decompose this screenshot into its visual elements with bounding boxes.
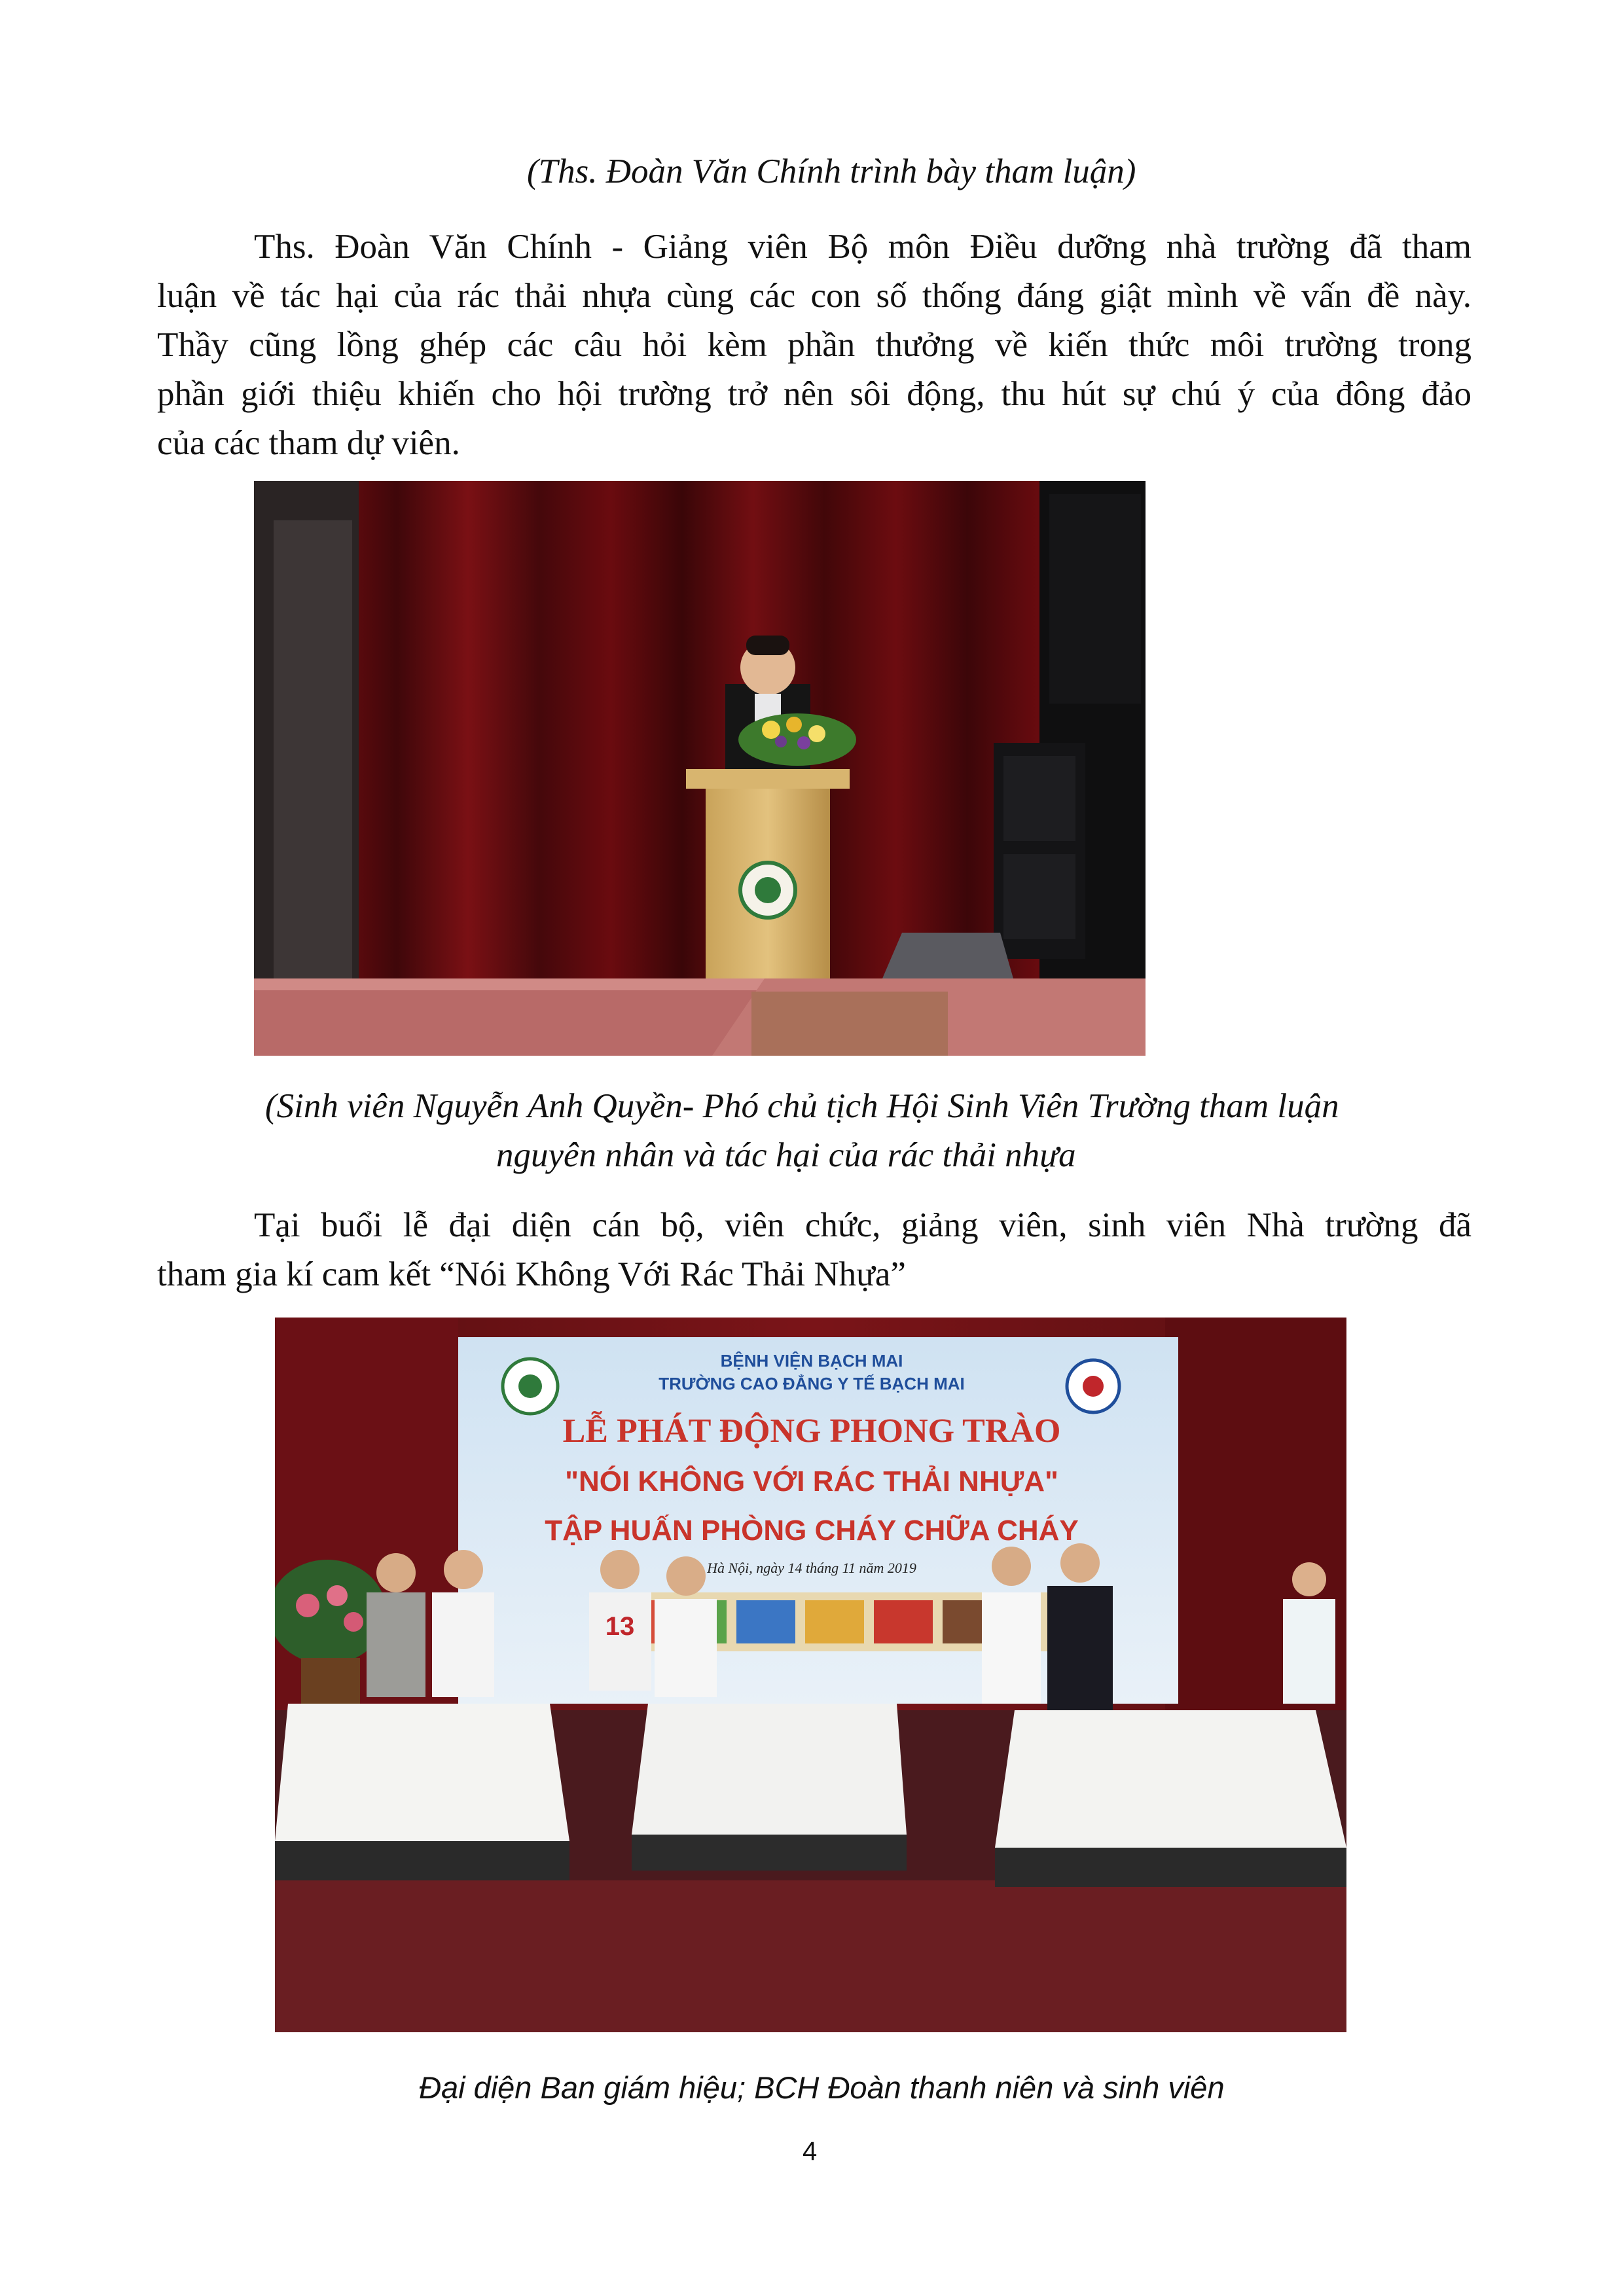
caption-photo1-line1: (Sinh viên Nguyễn Anh Quyền- Phó chủ tịch Hội Sinh Viên Trường tham luận — [265, 1087, 1339, 1125]
banner-date: Hà Nội, ngày 14 tháng 11 năm 2019 — [707, 1560, 916, 1576]
paragraph-presentation — [157, 223, 1471, 468]
banner-title3: TẬP HUẤN PHÒNG CHÁY CHỮA CHÁY — [545, 1515, 1079, 1547]
caption-photo1-line2: nguyên nhân và tác hại của rác thải nhựa — [496, 1136, 1076, 1174]
photo-speaker-podium — [254, 481, 1146, 1056]
banner-org1: BỆNH VIỆN BẠCH MAI — [720, 1351, 903, 1371]
shirt-number: 13 — [605, 1612, 635, 1641]
banner-title1: LỄ PHÁT ĐỘNG PHONG TRÀO — [562, 1412, 1061, 1450]
paragraph-line: phần giới thiệu khiến cho hội trường trở nên sôi động, thu hút sự chú ý của đông đảo — [157, 375, 1471, 413]
paragraph-line: Ths. Đoàn Văn Chính - Giảng viên Bộ môn Điều dưỡng nhà trường đã tham — [254, 228, 1471, 266]
paragraph-line: Tại buổi lễ đại diện cán bộ, viên chức, giảng viên, sinh viên Nhà trường đã — [254, 1206, 1471, 1244]
photo-signing-ceremony — [275, 1318, 1346, 2032]
banner-org2: TRƯỜNG CAO ĐẲNG Y TẾ BẠCH MAI — [659, 1374, 965, 1393]
paragraph-line: Thầy cũng lồng ghép các câu hỏi kèm phần thưởng về kiến thức môi trường trong — [157, 326, 1471, 364]
caption-speaker: (Ths. Đoàn Văn Chính trình bày tham luận) — [527, 152, 1136, 190]
paragraph-line: tham gia kí cam kết “Nói Không Với Rác Thải Nhựa” — [157, 1255, 906, 1293]
paragraph-line: luận về tác hại của rác thải nhựa cùng các con số thống đáng giật mình về vấn đề này. — [157, 277, 1471, 315]
banner-title2: "NÓI KHÔNG VỚI RÁC THẢI NHỰA" — [565, 1465, 1058, 1498]
page-number: 4 — [803, 2137, 818, 2166]
paragraph-commitment — [157, 1201, 1471, 1299]
caption-signing: Đại diện Ban giám hiệu; BCH Đoàn thanh niên và sinh viên — [419, 2070, 1225, 2105]
paragraph-line: của các tham dự viên. — [157, 424, 460, 462]
